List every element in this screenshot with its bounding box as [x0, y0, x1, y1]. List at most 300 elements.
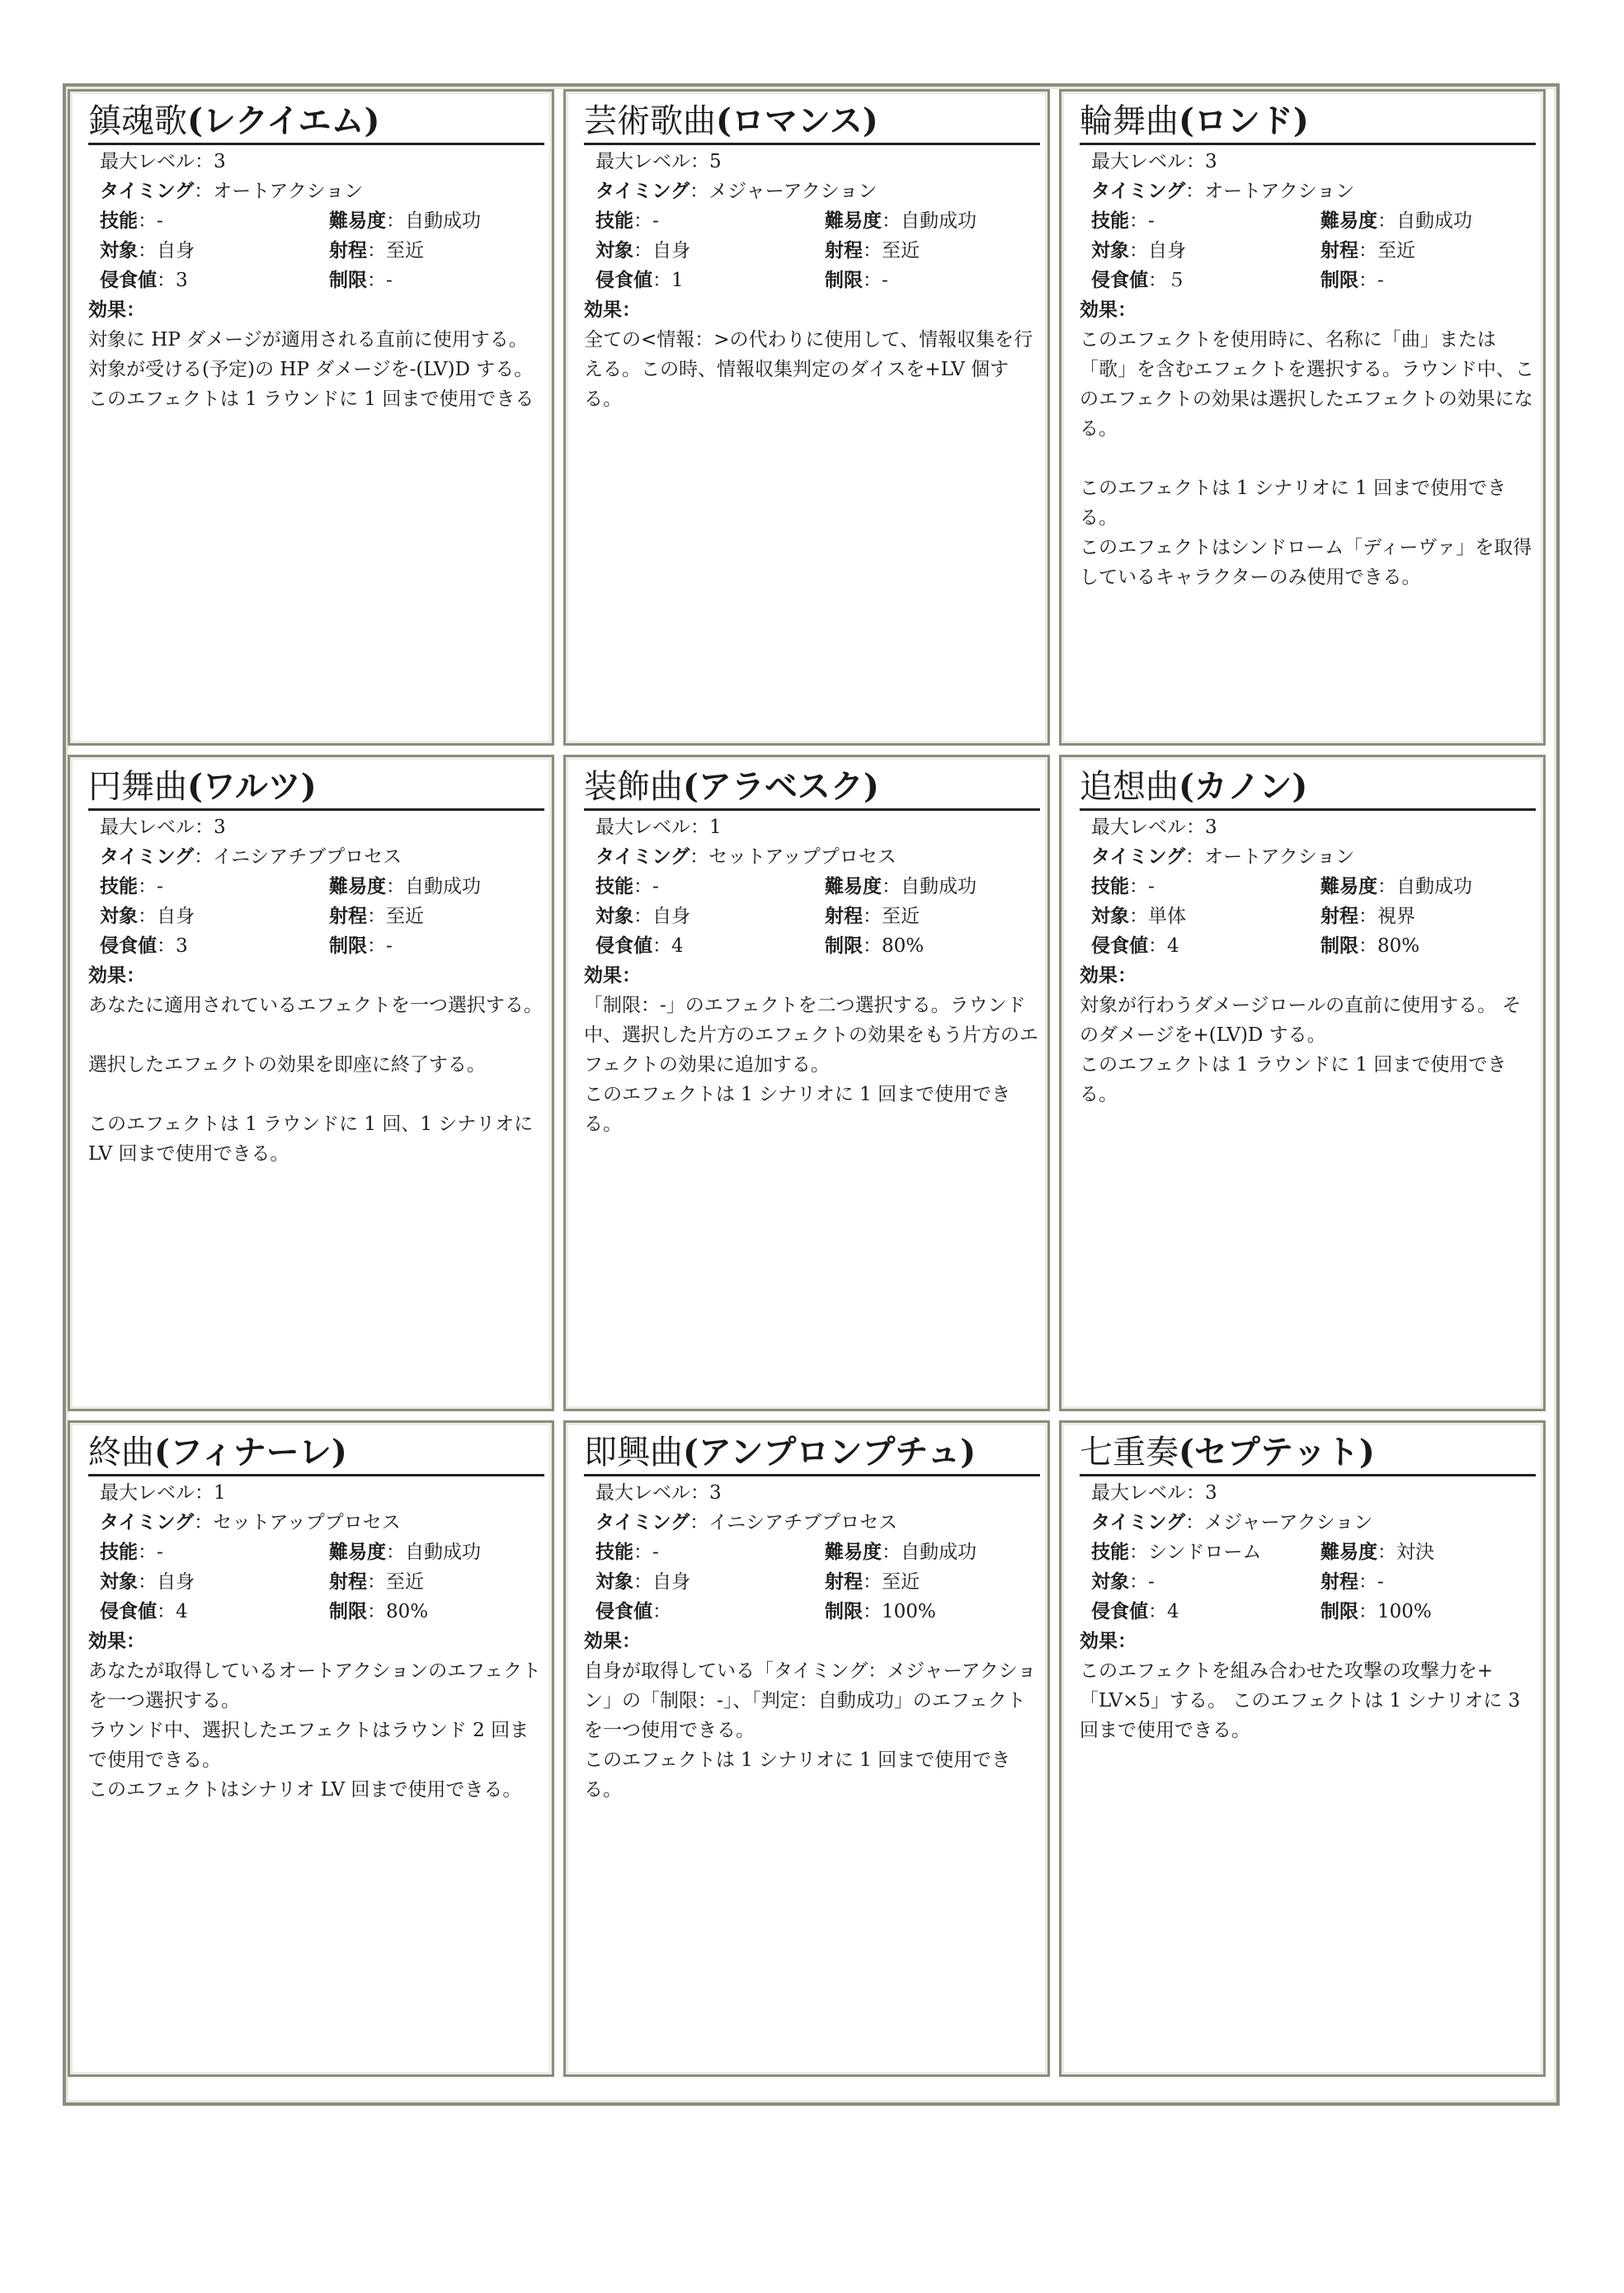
effect-card — [68, 1420, 554, 2077]
difficulty-pair — [825, 1537, 977, 1567]
effect-paragraph: あなたが取得しているオートアクションのエフェクトを一つ選択する。 — [88, 1660, 542, 1712]
stat-row — [100, 1537, 537, 1567]
target-pair — [100, 906, 195, 927]
range-separator: ： — [863, 906, 882, 927]
erosion-separator: ： — [1148, 935, 1167, 957]
effect-paragraph: このエフェクトを使用時に、名称に「曲」または「歌」を含むエフェクトを選択する。ラウンド中、このエフェクトの効果は選択したエフェクトの効果になる。 — [1080, 329, 1534, 440]
stat-row — [1091, 266, 1528, 295]
difficulty-value: 自動成功 — [1396, 210, 1472, 232]
difficulty-separator: ： — [882, 876, 901, 897]
stat-row — [100, 147, 537, 177]
max-level-label: 最大レベル — [595, 151, 690, 172]
card-title-reading: (ワルツ) — [187, 767, 317, 806]
skill-value: - — [157, 1542, 163, 1563]
effect-separator: ： — [1118, 965, 1137, 986]
skill-label: 技能 — [100, 210, 138, 232]
range-label: 射程 — [329, 240, 367, 261]
effect-separator: ： — [126, 299, 145, 321]
difficulty-value: 自動成功 — [1396, 876, 1472, 897]
difficulty-separator: ： — [882, 1542, 901, 1563]
limit-value: 80% — [386, 1601, 429, 1622]
stat-row — [1091, 1508, 1528, 1537]
card-title-kanji: 追想曲 — [1080, 768, 1179, 806]
limit-pair — [825, 266, 888, 295]
difficulty-pair — [1320, 872, 1472, 902]
card-title-kanji: 装飾曲 — [584, 768, 683, 806]
limit-pair — [329, 931, 393, 961]
range-value: 至近 — [882, 906, 920, 927]
skill-separator: ： — [633, 210, 652, 232]
skill-label: 技能 — [100, 876, 138, 897]
erosion-separator: ： — [1148, 1601, 1167, 1622]
timing-label: タイミング — [100, 846, 195, 868]
timing-label: タイミング — [1091, 181, 1186, 202]
difficulty-pair — [825, 206, 977, 236]
timing-separator: ： — [690, 846, 709, 868]
erosion-label: 侵食値 — [595, 1601, 652, 1622]
stat-row — [100, 177, 537, 206]
stat-row — [595, 931, 1033, 961]
skill-label: 技能 — [1091, 876, 1129, 897]
skill-separator: ： — [633, 1542, 652, 1563]
skill-separator: ： — [138, 1542, 157, 1563]
limit-value: - — [1377, 270, 1384, 291]
card-title — [1080, 100, 1536, 145]
max-level-value: 3 — [709, 1482, 722, 1504]
card-stats — [88, 812, 537, 961]
effect-paragraph: 「制限：-」のエフェクトを二つ選択する。ラウンド中、選択した片方のエフェクトの効果をもう片方のエフェクトの効果に追加する。 — [584, 995, 1038, 1076]
skill-pair — [100, 1542, 163, 1563]
effect-paragraph: このエフェクトは 1 ラウンドに 1 回まで使用できる — [88, 388, 534, 410]
limit-separator: ： — [367, 1601, 386, 1622]
limit-value: 100% — [882, 1601, 936, 1622]
target-value: 自身 — [652, 906, 690, 927]
stat-row — [595, 1567, 1033, 1597]
max-level-value: 3 — [214, 151, 226, 172]
timing-value: セットアッププロセス — [213, 1512, 401, 1533]
limit-label: 制限 — [329, 270, 367, 291]
skill-value: シンドローム — [1148, 1542, 1262, 1563]
timing-separator: ： — [690, 181, 709, 202]
limit-separator: ： — [1358, 270, 1377, 291]
effect-card — [563, 89, 1050, 746]
range-label: 射程 — [825, 906, 863, 927]
target-pair — [595, 906, 690, 927]
stat-row — [100, 872, 537, 902]
target-value: 自身 — [1148, 240, 1186, 261]
stat-row — [100, 931, 537, 961]
skill-separator: ： — [138, 876, 157, 897]
max-level-separator: ： — [195, 1482, 214, 1504]
range-value: 至近 — [386, 906, 424, 927]
timing-pair — [100, 846, 402, 868]
limit-pair — [1320, 1597, 1432, 1627]
range-value: - — [1377, 1571, 1384, 1593]
erosion-value: 4 — [1167, 935, 1179, 957]
skill-pair — [1091, 1542, 1261, 1563]
difficulty-pair — [825, 872, 977, 902]
target-label: 対象 — [100, 240, 138, 261]
range-label: 射程 — [1320, 906, 1358, 927]
effect-separator: ： — [126, 965, 145, 986]
card-stats — [584, 812, 1033, 961]
max-level-label: 最大レベル — [1091, 817, 1186, 838]
limit-value: 80% — [882, 935, 925, 957]
effect-card — [1059, 755, 1546, 1411]
skill-pair — [595, 1542, 659, 1563]
target-label: 対象 — [100, 1571, 138, 1593]
effect-heading — [584, 1627, 1033, 1656]
target-pair — [595, 1571, 690, 1593]
timing-value: セットアッププロセス — [708, 846, 897, 868]
card-title-reading: (フィナーレ) — [154, 1433, 347, 1471]
stat-row — [100, 206, 537, 236]
skill-value: - — [1148, 210, 1155, 232]
card-title — [584, 100, 1040, 145]
erosion-pair — [100, 935, 188, 957]
range-pair — [1320, 236, 1415, 266]
erosion-value: 3 — [176, 270, 188, 291]
difficulty-pair — [329, 1537, 481, 1567]
difficulty-separator: ： — [386, 1542, 405, 1563]
skill-separator: ： — [1129, 210, 1148, 232]
target-value: 自身 — [157, 240, 195, 261]
stat-row — [1091, 902, 1528, 931]
effect-label: 効果 — [88, 965, 126, 986]
difficulty-pair — [329, 872, 481, 902]
effect-heading — [88, 1627, 537, 1656]
stat-row — [1091, 147, 1528, 177]
target-pair — [1091, 1571, 1155, 1593]
target-value: 自身 — [157, 906, 195, 927]
difficulty-label: 難易度 — [329, 210, 386, 232]
difficulty-label: 難易度 — [825, 1542, 882, 1563]
limit-pair — [825, 1597, 936, 1627]
stat-row — [595, 1478, 1033, 1508]
timing-value: オートアクション — [1204, 181, 1355, 202]
target-value: 自身 — [652, 240, 690, 261]
difficulty-label: 難易度 — [825, 210, 882, 232]
max-level-separator: ： — [1186, 151, 1205, 172]
stat-row — [595, 872, 1033, 902]
skill-value: - — [1148, 876, 1155, 897]
stat-row — [100, 236, 537, 266]
erosion-separator: ： — [652, 270, 671, 291]
card-stats — [1080, 812, 1528, 961]
effect-text — [88, 325, 546, 414]
skill-value: - — [652, 1542, 659, 1563]
effect-heading — [1080, 1627, 1528, 1656]
card-stats — [584, 1478, 1033, 1627]
max-level-label: 最大レベル — [1091, 151, 1186, 172]
difficulty-pair — [1320, 1537, 1434, 1567]
erosion-value: 4 — [1167, 1601, 1179, 1622]
card-title-kanji: 即興曲 — [584, 1434, 683, 1471]
effect-paragraph: このエフェクトは 1 シナリオに 1 回まで使用できる。 — [584, 1749, 1011, 1801]
timing-label: タイミング — [100, 181, 195, 202]
effect-label: 効果 — [1080, 299, 1118, 321]
skill-label: 技能 — [595, 1542, 633, 1563]
range-separator: ： — [863, 240, 882, 261]
card-title-reading: (セプテット) — [1179, 1433, 1375, 1471]
effect-separator: ： — [1118, 1631, 1137, 1652]
erosion-value: 3 — [176, 935, 188, 957]
skill-label: 技能 — [100, 1542, 138, 1563]
skill-label: 技能 — [1091, 210, 1129, 232]
card-title — [88, 100, 544, 145]
range-separator: ： — [367, 240, 386, 261]
max-level-label: 最大レベル — [100, 1482, 195, 1504]
erosion-label: 侵食値 — [595, 270, 652, 291]
difficulty-pair — [329, 206, 481, 236]
timing-label: タイミング — [595, 846, 690, 868]
limit-label: 制限 — [1320, 935, 1358, 957]
stat-row — [1091, 872, 1528, 902]
card-title — [1080, 1431, 1536, 1476]
limit-pair — [329, 1597, 428, 1627]
timing-label: タイミング — [1091, 846, 1186, 868]
range-value: 至近 — [386, 1571, 424, 1593]
timing-pair — [100, 1512, 401, 1533]
limit-value: - — [386, 270, 393, 291]
difficulty-separator: ： — [1377, 1542, 1396, 1563]
stat-row — [1091, 236, 1528, 266]
limit-value: - — [882, 270, 888, 291]
target-label: 対象 — [1091, 240, 1129, 261]
effect-text — [584, 325, 1042, 414]
card-stats — [584, 147, 1033, 295]
effect-paragraph: このエフェクトを組み合わせた攻撃の攻撃力を+「LV×5」する。 このエフェクトは 1 シナリオに 3 回まで使用できる。 — [1080, 1660, 1521, 1741]
effect-label: 効果 — [1080, 965, 1118, 986]
erosion-label: 侵食値 — [100, 1601, 157, 1622]
target-value: 単体 — [1148, 906, 1186, 927]
max-level-value: 3 — [1205, 1482, 1217, 1504]
difficulty-value: 自動成功 — [405, 210, 481, 232]
difficulty-label: 難易度 — [1320, 210, 1377, 232]
stat-row — [1091, 1537, 1528, 1567]
skill-value: - — [157, 210, 163, 232]
max-level-value: 3 — [1205, 817, 1217, 838]
card-stats — [88, 1478, 537, 1627]
effect-text — [88, 1656, 546, 1805]
card-title-kanji: 鎮魂歌 — [88, 102, 187, 140]
range-label: 射程 — [329, 1571, 367, 1593]
range-separator: ： — [1358, 906, 1377, 927]
effect-separator: ： — [622, 299, 641, 321]
range-pair — [1320, 1567, 1384, 1597]
effect-paragraph: 全ての<情報：>の代わりに使用して、情報収集を行える。この時、情報収集判定のダイスを+LV 個する。 — [584, 329, 1033, 410]
effect-paragraph: 対象に HP ダメージが適用される直前に使用する。対象が受ける(予定)の HP ダメージを-(LV)D する。 — [88, 329, 534, 380]
skill-pair — [1091, 876, 1155, 897]
skill-pair — [100, 210, 163, 232]
limit-value: 80% — [1377, 935, 1420, 957]
stat-row — [100, 1567, 537, 1597]
target-separator: ： — [1129, 240, 1148, 261]
stat-row — [595, 266, 1033, 295]
effect-text — [1080, 325, 1537, 592]
erosion-separator: ： — [157, 935, 176, 957]
limit-pair — [1320, 931, 1419, 961]
stat-row — [100, 842, 537, 872]
effect-text — [584, 1656, 1042, 1805]
effect-text — [88, 991, 546, 1169]
range-separator: ： — [1358, 1571, 1377, 1593]
erosion-pair — [100, 270, 188, 291]
effect-heading — [584, 961, 1033, 991]
difficulty-label: 難易度 — [329, 1542, 386, 1563]
range-value: 視界 — [1377, 906, 1415, 927]
stat-row — [595, 1508, 1033, 1537]
timing-label: タイミング — [595, 1512, 690, 1533]
effect-label: 効果 — [584, 965, 622, 986]
limit-value: 100% — [1377, 1601, 1432, 1622]
target-value: - — [1148, 1571, 1155, 1593]
range-pair — [329, 236, 424, 266]
card-title-reading: (カノン) — [1179, 767, 1308, 806]
max-level-separator: ： — [690, 151, 709, 172]
target-label: 対象 — [1091, 906, 1129, 927]
skill-label: 技能 — [1091, 1542, 1129, 1563]
stat-row — [100, 266, 537, 295]
range-value: 至近 — [386, 240, 424, 261]
stat-row — [595, 1537, 1033, 1567]
timing-pair — [1091, 181, 1354, 202]
limit-label: 制限 — [825, 270, 863, 291]
target-label: 対象 — [595, 1571, 633, 1593]
stat-row — [1091, 1597, 1528, 1627]
timing-pair — [595, 1512, 897, 1533]
effect-paragraph: このエフェクトは 1 シナリオに 1 回まで使用できる。 — [584, 1084, 1011, 1135]
range-separator: ： — [367, 906, 386, 927]
range-value: 至近 — [882, 1571, 920, 1593]
limit-separator: ： — [863, 1601, 882, 1622]
difficulty-separator: ： — [1377, 210, 1396, 232]
target-label: 対象 — [595, 240, 633, 261]
range-label: 射程 — [825, 1571, 863, 1593]
limit-label: 制限 — [329, 1601, 367, 1622]
timing-value: メジャーアクション — [708, 181, 878, 202]
limit-pair — [825, 931, 924, 961]
erosion-separator: ： — [652, 935, 671, 957]
erosion-label: 侵食値 — [1091, 1601, 1148, 1622]
stat-row — [100, 1597, 537, 1627]
timing-separator: ： — [194, 846, 214, 868]
max-level-separator: ： — [1186, 817, 1205, 838]
difficulty-value: 自動成功 — [901, 1542, 977, 1563]
timing-label: タイミング — [100, 1512, 195, 1533]
card-title-reading: (アンプロンプチュ) — [683, 1433, 977, 1471]
timing-value: イニシアチブプロセス — [708, 1512, 898, 1533]
difficulty-label: 難易度 — [825, 876, 882, 897]
effect-heading — [584, 295, 1033, 325]
range-label: 射程 — [1320, 1571, 1358, 1593]
difficulty-label: 難易度 — [329, 876, 386, 897]
timing-pair — [1091, 846, 1354, 868]
range-separator: ： — [863, 1571, 882, 1593]
limit-label: 制限 — [825, 935, 863, 957]
effect-card — [1059, 89, 1546, 746]
max-level-label: 最大レベル — [100, 817, 195, 838]
card-title-kanji: 七重奏 — [1080, 1434, 1179, 1471]
card-title-reading: (ロマンス) — [716, 101, 878, 140]
effect-separator: ： — [126, 1631, 145, 1652]
card-title — [1080, 765, 1536, 811]
erosion-pair — [1091, 935, 1179, 957]
limit-label: 制限 — [1320, 1601, 1358, 1622]
max-level-separator: ： — [690, 817, 709, 838]
effect-paragraph: 自身が取得している「タイミング：メジャーアクション」の「制限：-」、「判定：自動成功」のエフェクトを一つ使用できる。 — [584, 1660, 1037, 1741]
erosion-separator: ： — [1148, 270, 1167, 291]
max-level-value: 5 — [709, 151, 722, 172]
effect-label: 効果 — [1080, 1631, 1118, 1652]
max-level-separator: ： — [195, 151, 214, 172]
timing-value: イニシアチブプロセス — [213, 846, 402, 868]
erosion-label: 侵食値 — [100, 270, 157, 291]
max-level-value: 1 — [709, 817, 722, 838]
erosion-pair — [595, 935, 684, 957]
difficulty-value: 対決 — [1396, 1542, 1434, 1563]
limit-separator: ： — [367, 935, 386, 957]
skill-separator: ： — [633, 876, 652, 897]
timing-value: メジャーアクション — [1204, 1512, 1373, 1533]
timing-value: オートアクション — [213, 181, 364, 202]
erosion-pair — [1091, 270, 1186, 291]
card-title-reading: (ロンド) — [1179, 101, 1309, 140]
stat-row — [1091, 842, 1528, 872]
effect-text — [1080, 1656, 1537, 1745]
range-pair — [825, 236, 920, 266]
limit-pair — [1320, 266, 1384, 295]
erosion-label: 侵食値 — [1091, 935, 1148, 957]
effect-paragraph: このエフェクトは 1 ラウンドに 1 回まで使用できる。 — [1080, 1054, 1507, 1105]
stat-row — [595, 147, 1033, 177]
target-pair — [100, 240, 195, 261]
difficulty-pair — [1320, 206, 1472, 236]
skill-pair — [595, 210, 659, 232]
limit-separator: ： — [1358, 935, 1377, 957]
effect-heading — [88, 295, 537, 325]
limit-separator: ： — [863, 935, 882, 957]
range-pair — [329, 1567, 424, 1597]
max-level-value: 3 — [214, 817, 226, 838]
effect-paragraph: 選択したエフェクトの効果を即座に終了する。 — [88, 1054, 486, 1076]
range-separator: ： — [367, 1571, 386, 1593]
stat-row — [595, 177, 1033, 206]
skill-value: - — [157, 876, 163, 897]
target-separator: ： — [138, 906, 157, 927]
card-title-kanji: 芸術歌曲 — [584, 102, 716, 140]
max-level-label: 最大レベル — [100, 151, 195, 172]
timing-label: タイミング — [1091, 1512, 1186, 1533]
stat-row — [595, 842, 1033, 872]
stat-row — [100, 1508, 537, 1537]
skill-separator: ： — [138, 210, 157, 232]
target-separator: ： — [1129, 1571, 1148, 1593]
limit-separator: ： — [1358, 1601, 1377, 1622]
paragraph-gap — [88, 1020, 546, 1050]
range-label: 射程 — [1320, 240, 1358, 261]
range-pair — [1320, 902, 1415, 931]
skill-separator: ： — [1129, 1542, 1148, 1563]
max-level-label: 最大レベル — [595, 817, 690, 838]
stat-row — [100, 1478, 537, 1508]
limit-separator: ： — [863, 270, 882, 291]
difficulty-value: 自動成功 — [405, 1542, 481, 1563]
erosion-label: 侵食値 — [100, 935, 157, 957]
max-level-separator: ： — [1186, 1482, 1205, 1504]
stat-row — [1091, 812, 1528, 842]
effect-text — [584, 991, 1042, 1139]
